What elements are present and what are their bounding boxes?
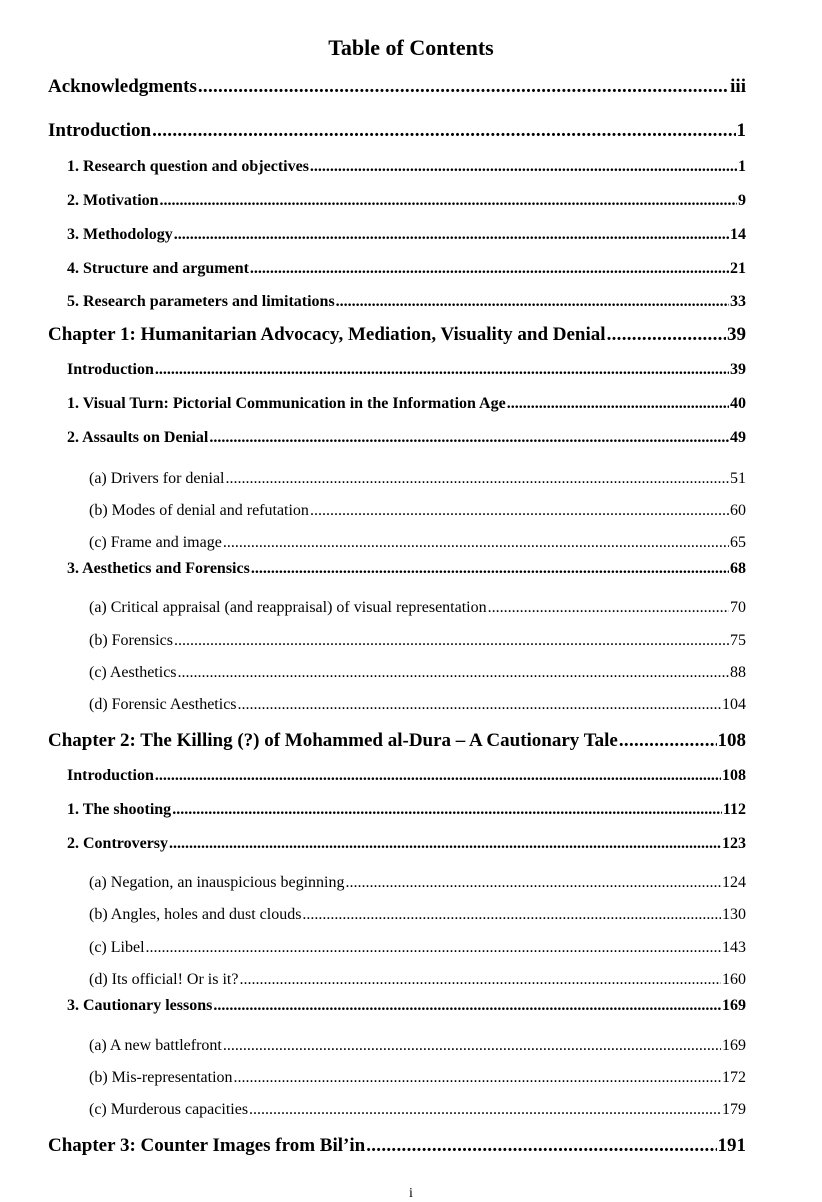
toc-entry-drivers-for-denial[interactable]	[89, 470, 746, 488]
dot-leader	[160, 192, 737, 210]
toc-entry-label: (a) Negation, an inauspicious beginning	[89, 874, 345, 891]
toc-entry-chapter-2[interactable]	[48, 730, 746, 752]
toc-page-number: 88	[730, 664, 746, 681]
toc-entry-label: 1. Research question and objectives	[67, 158, 309, 175]
toc-page-number: 1	[738, 158, 746, 175]
dot-leader	[169, 835, 721, 853]
dot-leader	[213, 997, 721, 1015]
toc-entry-label: 3. Cautionary lessons	[67, 997, 213, 1014]
page-title: Table of Contents	[328, 35, 494, 60]
dot-leader	[366, 1135, 716, 1157]
dot-leader	[607, 324, 726, 346]
toc-entry-label: Acknowledgments	[48, 76, 197, 97]
toc-entry-chapter-3[interactable]	[48, 1135, 746, 1157]
dot-leader	[174, 632, 729, 650]
toc-page-number: 172	[722, 1069, 746, 1086]
toc-entry-acknowledgments[interactable]	[48, 76, 746, 98]
dot-leader	[155, 361, 729, 379]
toc-entry-label: Introduction	[48, 120, 152, 141]
toc-entry-label: Introduction	[67, 767, 154, 784]
dot-leader	[250, 260, 729, 278]
dot-leader	[234, 1069, 721, 1087]
toc-entry-methodology[interactable]	[67, 226, 746, 244]
toc-entry-its-official[interactable]	[89, 971, 746, 989]
toc-page-number: 68	[730, 560, 746, 577]
dot-leader	[178, 664, 729, 682]
toc-page-number: 169	[722, 1037, 746, 1054]
dot-leader	[239, 971, 721, 989]
dot-leader	[223, 534, 729, 552]
dot-leader	[336, 293, 729, 311]
dot-leader	[146, 939, 721, 957]
toc-entry-label: 1. Visual Turn: Pictorial Communication in the Information Age	[67, 395, 506, 412]
dot-leader	[507, 395, 729, 413]
toc-page-number: 104	[722, 696, 746, 713]
toc-entry-label: 2. Motivation	[67, 192, 159, 209]
dot-leader	[249, 1101, 721, 1119]
dot-leader	[310, 158, 737, 176]
toc-entry-the-shooting[interactable]	[67, 801, 746, 819]
toc-page-number: 191	[717, 1135, 746, 1156]
toc-entry-label: 1. The shooting	[67, 801, 172, 818]
toc-entry-new-battlefront[interactable]	[89, 1037, 746, 1055]
toc-page-number: 70	[730, 599, 746, 616]
toc-page-number: 1	[736, 120, 746, 141]
toc-entry-introduction[interactable]	[48, 120, 746, 142]
toc-entry-visual-turn[interactable]	[67, 395, 746, 413]
toc-entry-label: (b) Modes of denial and refutation	[89, 502, 309, 519]
toc-entry-label: 2. Assaults on Denial	[67, 429, 209, 446]
toc-entry-label: (c) Murderous capacities	[89, 1101, 249, 1118]
toc-entry-label: (c) Frame and image	[89, 534, 222, 551]
toc-entry-label: (c) Libel	[89, 939, 145, 956]
dot-leader	[488, 599, 729, 617]
toc-page-number: 143	[722, 939, 746, 956]
toc-page-number: 51	[730, 470, 746, 487]
dot-leader	[226, 470, 730, 488]
toc-page-number: 49	[730, 429, 746, 446]
toc-entry-negation[interactable]	[89, 874, 746, 892]
dot-leader	[152, 120, 735, 142]
toc-entry-label: (b) Forensics	[89, 632, 173, 649]
dot-leader	[619, 730, 717, 752]
toc-entry-forensics[interactable]	[89, 632, 746, 650]
toc-page-number: 130	[722, 906, 746, 923]
dot-leader	[251, 560, 729, 578]
toc-entry-critical-appraisal[interactable]	[89, 599, 746, 617]
toc-page-number: 108	[717, 730, 746, 751]
toc-entry-label: (a) Critical appraisal (and reappraisal) of visual representation	[89, 599, 487, 616]
toc-entry-libel[interactable]	[89, 939, 746, 957]
toc-entry-modes-of-denial[interactable]	[89, 502, 746, 520]
toc-entry-ch1-introduction[interactable]	[67, 361, 746, 379]
toc-entry-label: (c) Aesthetics	[89, 664, 177, 681]
toc-page-number: 112	[722, 801, 746, 818]
toc-entry-chapter-1[interactable]	[48, 324, 746, 346]
toc-entry-frame-and-image[interactable]	[89, 534, 746, 552]
toc-entry-controversy[interactable]	[67, 835, 746, 853]
dot-leader	[209, 429, 729, 447]
toc-page-number: 123	[722, 835, 746, 852]
toc-entry-label: Chapter 2: The Killing (?) of Mohammed al-Dura – A Cautionary Tale	[48, 730, 618, 751]
dot-leader	[174, 226, 729, 244]
toc-entry-label: (a) Drivers for denial	[89, 470, 225, 487]
toc-page-number: 21	[730, 260, 746, 277]
toc-entry-label: (d) Its official! Or is it?	[89, 971, 239, 988]
toc-entry-label: (b) Angles, holes and dust clouds	[89, 906, 302, 923]
toc-page-number: 108	[722, 767, 746, 784]
toc-page-number: iii	[730, 76, 746, 97]
toc-entry-motivation[interactable]	[67, 192, 746, 210]
toc-entry-label: (d) Forensic Aesthetics	[89, 696, 237, 713]
dot-leader	[346, 874, 722, 892]
toc-entry-label: Introduction	[67, 361, 154, 378]
dot-leader	[310, 502, 729, 520]
dot-leader	[155, 767, 721, 785]
toc-entry-forensic-aesthetics[interactable]	[89, 696, 746, 714]
dot-leader	[238, 696, 721, 714]
toc-page-number: 33	[730, 293, 746, 310]
toc-page-number: 169	[722, 997, 746, 1014]
toc-entry-label: 5. Research parameters and limitations	[67, 293, 335, 310]
toc-page-number: 14	[730, 226, 746, 243]
toc-page-number: 65	[730, 534, 746, 551]
toc-entry-mis-representation[interactable]	[89, 1069, 746, 1087]
toc-entry-murderous-capacities[interactable]	[89, 1101, 746, 1119]
toc-page-number: 39	[730, 361, 746, 378]
toc-entry-aesthetics[interactable]	[89, 664, 746, 682]
toc-entry-research-question[interactable]	[67, 158, 746, 176]
toc-page-number: 160	[722, 971, 746, 988]
toc-entry-label: 3. Aesthetics and Forensics	[67, 560, 250, 577]
dot-leader	[302, 906, 721, 924]
toc-entry-label: 2. Controversy	[67, 835, 169, 852]
toc-entry-label: 4. Structure and argument	[67, 260, 249, 277]
toc-entry-cautionary-lessons[interactable]	[67, 997, 746, 1015]
toc-entry-research-parameters[interactable]	[67, 293, 746, 311]
dot-leader	[223, 1037, 721, 1055]
toc-entry-structure-argument[interactable]	[67, 260, 746, 278]
toc-entry-label: (a) A new battlefront	[89, 1037, 222, 1054]
toc-page-number: 179	[722, 1101, 746, 1118]
toc-entry-aesthetics-forensics[interactable]	[67, 560, 746, 578]
page-footer-number: i	[409, 1186, 413, 1201]
toc-entry-angles-holes[interactable]	[89, 906, 746, 924]
toc-entry-label: 3. Methodology	[67, 226, 173, 243]
dot-leader	[198, 76, 729, 98]
toc-page-number: 40	[730, 395, 746, 412]
toc-page-number: 9	[738, 192, 746, 209]
toc-entry-assaults-on-denial[interactable]	[67, 429, 746, 447]
toc-page-number: 75	[730, 632, 746, 649]
toc-entry-label: Chapter 3: Counter Images from Bil’in	[48, 1135, 366, 1156]
toc-page-number: 124	[722, 874, 746, 891]
toc-entry-ch2-introduction[interactable]	[67, 767, 746, 785]
toc-entry-label: Chapter 1: Humanitarian Advocacy, Mediation, Visuality and Denial	[48, 324, 606, 345]
toc-entry-label: (b) Mis-representation	[89, 1069, 233, 1086]
dot-leader	[172, 801, 722, 819]
toc-page-number: 39	[727, 324, 746, 345]
toc-page-number: 60	[730, 502, 746, 519]
